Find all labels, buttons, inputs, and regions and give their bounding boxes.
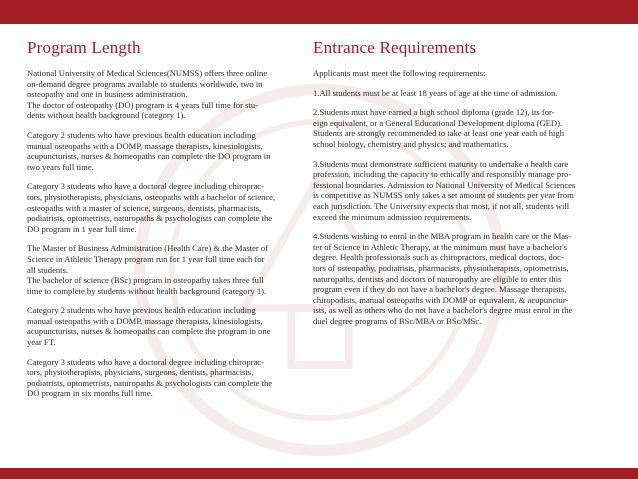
text-line: osteopathy and one in business administration.	[27, 89, 188, 100]
text-line: tors of osteopathy, podiatrists, pharmacists, physiotherapists, optometrists,	[313, 262, 569, 273]
text-line: fessional boundaries. Admission to National University of Medical Sciences	[313, 179, 576, 190]
text-line: 3.Students must demonstrate sufficient maturity to undertake a health care	[313, 158, 569, 169]
text-line: osteopaths with a master of science, surgeons, dentists, pharmacists,	[27, 202, 262, 213]
program-length-title: Program Length	[27, 38, 141, 57]
paragraph	[313, 231, 615, 326]
text-line: duel degree programs of BSc/MBA or BSc/MSc.	[313, 315, 482, 326]
text-line: Category 2 students who have previous health education including	[27, 129, 256, 140]
text-line: acupuncturists, nurses & homeopaths can complete the DO program in	[27, 151, 271, 162]
text-line: profession, including the capacity to ethically and responsibly manage pro-	[313, 169, 572, 180]
text-line: naturopaths, dentists and doctors of naturopathy are eligible to enter this	[313, 273, 562, 284]
text-line: chiropodists, manual osteopaths with DOMP or equivalent, & acupunctur-	[313, 294, 569, 305]
entrance-requirements-column	[313, 38, 615, 335]
text-line: manual osteopaths with a DOMP, massage therapists, kinesiologists,	[27, 140, 263, 151]
text-line: school biology, chemistry and physics; and mathematics.	[313, 138, 509, 149]
text-line: program even if they do not have a bachelor's degree. Massage therapists,	[313, 284, 567, 295]
text-line: Category 3 students who have a doctoral degree including chiroprac-	[27, 356, 264, 367]
entrance-requirements-text	[313, 68, 615, 326]
text-line: acupuncturists, nurses & homeopaths can complete the program in one	[27, 326, 271, 337]
text-line: tors, physiotherapists, physicians, osteopaths with a bachelor of science,	[27, 191, 276, 202]
text-line: 2.Students must have earned a high school diploma (grade 12), its for-	[313, 107, 555, 118]
paragraph	[313, 107, 615, 149]
text-line: 4.Students wishing to enrol in the MBA program in health care or the Mas-	[313, 231, 572, 242]
text-line: DO program in 1 year full time.	[27, 223, 137, 234]
text-line: podiatrists, optometrists, naturopaths & psychologists can complete the	[27, 377, 273, 388]
text-line: ists, as well as others who do not have a bachelor's degree must enrol in the	[313, 305, 573, 316]
text-line: The Master of Business Administration (Health Care) & the Master of	[27, 243, 269, 254]
paragraph	[313, 88, 615, 99]
text-line: National University of Medical Sciences(NUMSS) offers three online	[27, 68, 268, 78]
bottom-accent-bar	[0, 468, 638, 479]
text-line: Students are strongly recommended to take at least one year each of high	[313, 128, 565, 139]
text-line: degree. Health professionals such as chiropractors, medical doctors, doc-	[313, 252, 564, 263]
entrance-requirements-title: Entrance Requirements	[313, 38, 477, 57]
paragraph	[313, 68, 615, 79]
text-line: manual osteopaths with a DOMP, massage therapists, kinesiologists,	[27, 315, 263, 326]
text-line: DO program in six months full time.	[27, 388, 153, 399]
text-line: tors, physiotherapists, physicians, surgeons, dentists, pharmacists,	[27, 367, 254, 378]
text-line: two years full time.	[27, 161, 94, 172]
text-line: Category 2 students who have previous health education including	[27, 305, 256, 316]
paragraph	[27, 243, 307, 296]
text-line: dents without health background (category 1).	[27, 110, 186, 121]
text-line: each jurisdiction. The University expects that most, if not all, students will	[313, 200, 570, 211]
text-line: year FT.	[27, 337, 56, 348]
text-line: The doctor of osteopathy (DO) program is 4 years full time for stu-	[27, 99, 259, 110]
text-line: 1.All students must be at least 18 years of age at the time of admission.	[313, 87, 558, 98]
text-line: ter of Science in Athletic Therapy, at the minimum must have a bachelor's	[313, 241, 568, 252]
text-line: all students.	[27, 264, 69, 275]
top-accent-bar	[0, 0, 638, 24]
paragraph	[27, 305, 307, 347]
text-line: eign equivalent, or a General Educational Development diploma (GED).	[313, 117, 563, 128]
paragraph	[27, 357, 307, 399]
text-line: Science in Athletic Therapy program run for 1 year full time each for	[27, 253, 265, 264]
text-line: time to complete by students without health background (category 1).	[27, 285, 267, 296]
program-length-text	[27, 68, 307, 399]
text-line: Category 3 students who have a doctoral degree including chiroprac-	[27, 181, 264, 192]
text-line: The bachelor of science (BSc) program in osteopathy takes three full	[27, 275, 264, 286]
program-length-column	[27, 38, 307, 408]
text-line: exceed the minimum admission requirements.	[313, 211, 472, 222]
paragraph	[27, 130, 307, 172]
text-line: is competitive as NUMSS only takes a set amount of students per year from	[313, 190, 574, 201]
text-line: Applicants must meet the following requirements:	[313, 68, 486, 78]
paragraph	[27, 68, 307, 121]
text-line: on-demand degree programs available to students worldwide, two in	[27, 78, 263, 89]
paragraph	[313, 159, 615, 223]
paragraph	[27, 181, 307, 234]
text-line: podiatrists, optometrists, naturopaths & psychologists can complete the	[27, 213, 273, 224]
